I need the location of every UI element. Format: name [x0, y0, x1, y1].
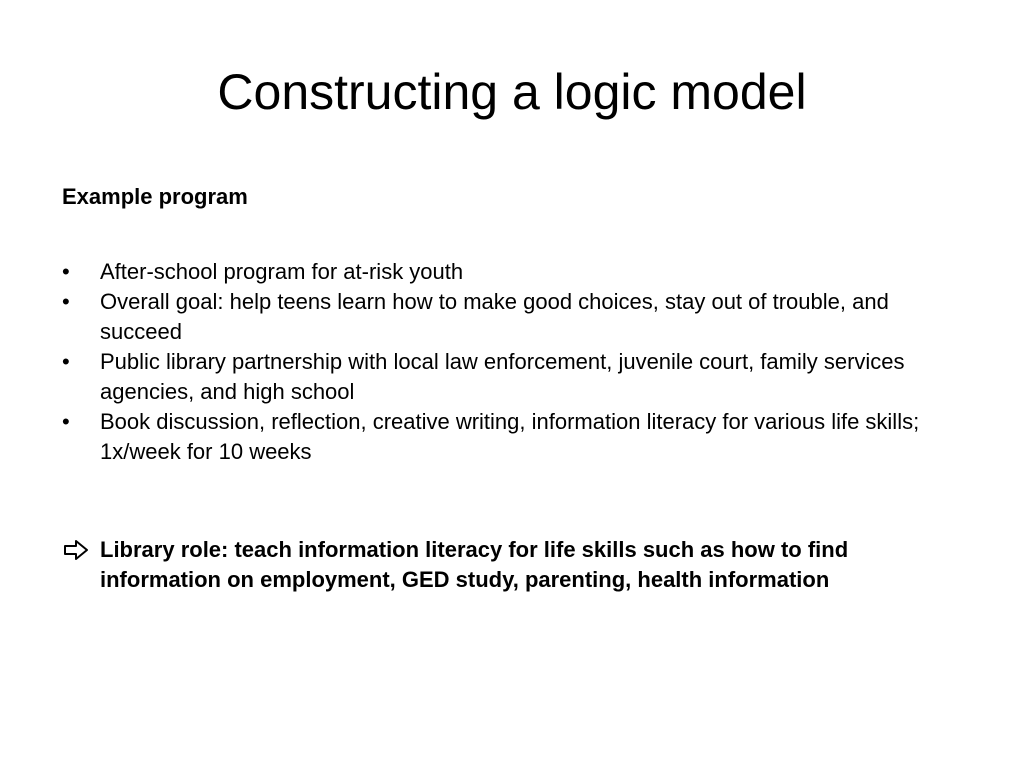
bullet-text: Public library partnership with local law enforcement, juvenile court, family services agencies, and high school	[100, 349, 905, 404]
bullet-text: After-school program for at-risk youth	[100, 259, 464, 284]
bullet-dot-icon: •	[62, 289, 70, 314]
bullet-text: Book discussion, reflection, creative writing, information literacy for various life skills; 1x/week for 10 weeks	[100, 409, 920, 464]
bullet-dot-icon: •	[62, 349, 70, 374]
bullet-item	[62, 347, 972, 407]
bullet-item	[62, 407, 972, 467]
library-role-callout	[62, 535, 972, 595]
arrow-right-outline-icon	[62, 537, 90, 563]
bullet-item	[62, 287, 972, 347]
bullet-item	[62, 257, 972, 287]
bullet-list	[62, 257, 972, 467]
callout-text: Library role: teach information literacy for life skills such as how to find information on employment, GED study, parenting, health information	[100, 537, 849, 592]
section-heading: Example program	[62, 184, 248, 209]
bullet-dot-icon: •	[62, 409, 70, 434]
bullet-dot-icon: •	[62, 259, 70, 284]
slide-title: Constructing a logic model	[217, 64, 807, 120]
bullet-text: Overall goal: help teens learn how to make good choices, stay out of trouble, and succeed	[100, 289, 889, 344]
